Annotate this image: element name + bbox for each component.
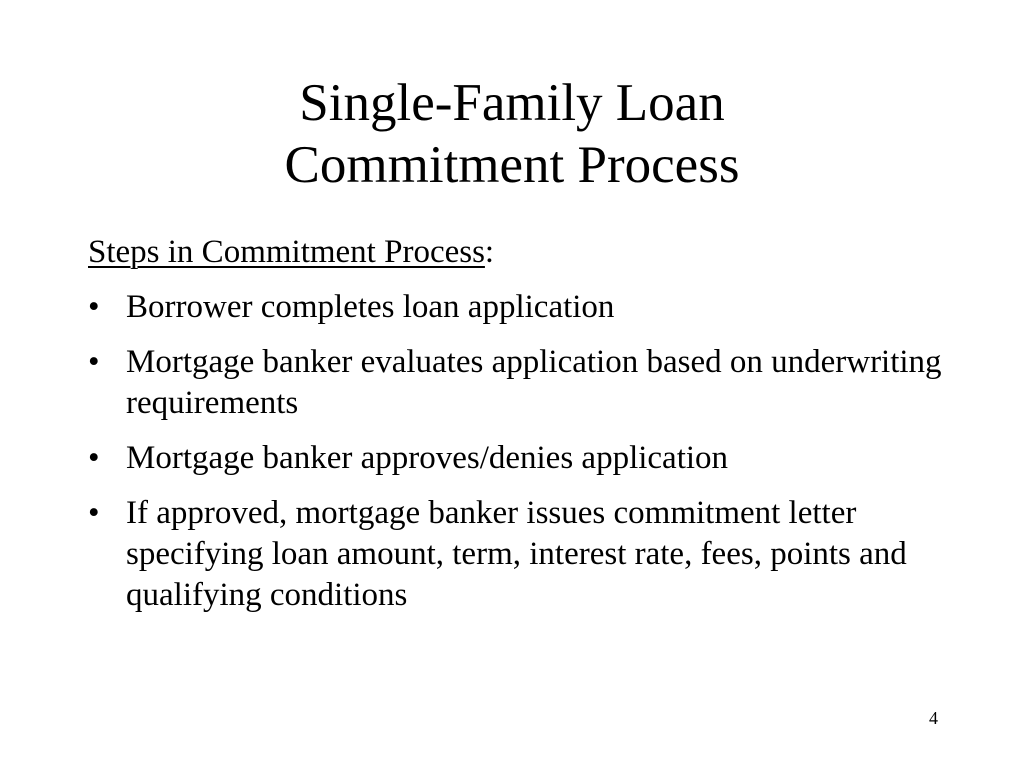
bullet-text: Mortgage banker evaluates application based on underwriting requirements [126,344,942,421]
steps-list [88,287,948,616]
bullet-text: If approved, mortgage banker issues commitment letter specifying loan amount, term, interest rate, fees, points and qualifying conditions [126,495,907,613]
bullet-text: Borrower completes loan application [126,289,615,325]
bullet-icon: • [88,344,100,380]
list-item [88,287,948,328]
page-number: 4 [929,708,938,728]
list-item [88,342,948,424]
slide-title [0,72,1024,196]
bullet-icon: • [88,289,100,325]
steps-heading-colon: : [484,234,495,270]
slide-title-line-2: Commitment Process [284,136,740,194]
slide-title-line-1: Single-Family Loan [299,74,725,132]
steps-heading [88,232,948,273]
list-item [88,493,948,616]
list-item [88,438,948,479]
bullet-icon: • [88,440,100,476]
steps-heading-text: Steps in Commitment Process [88,234,485,270]
bullet-icon: • [88,495,100,531]
slide-body [88,232,948,630]
bullet-text: Mortgage banker approves/denies application [126,440,729,476]
